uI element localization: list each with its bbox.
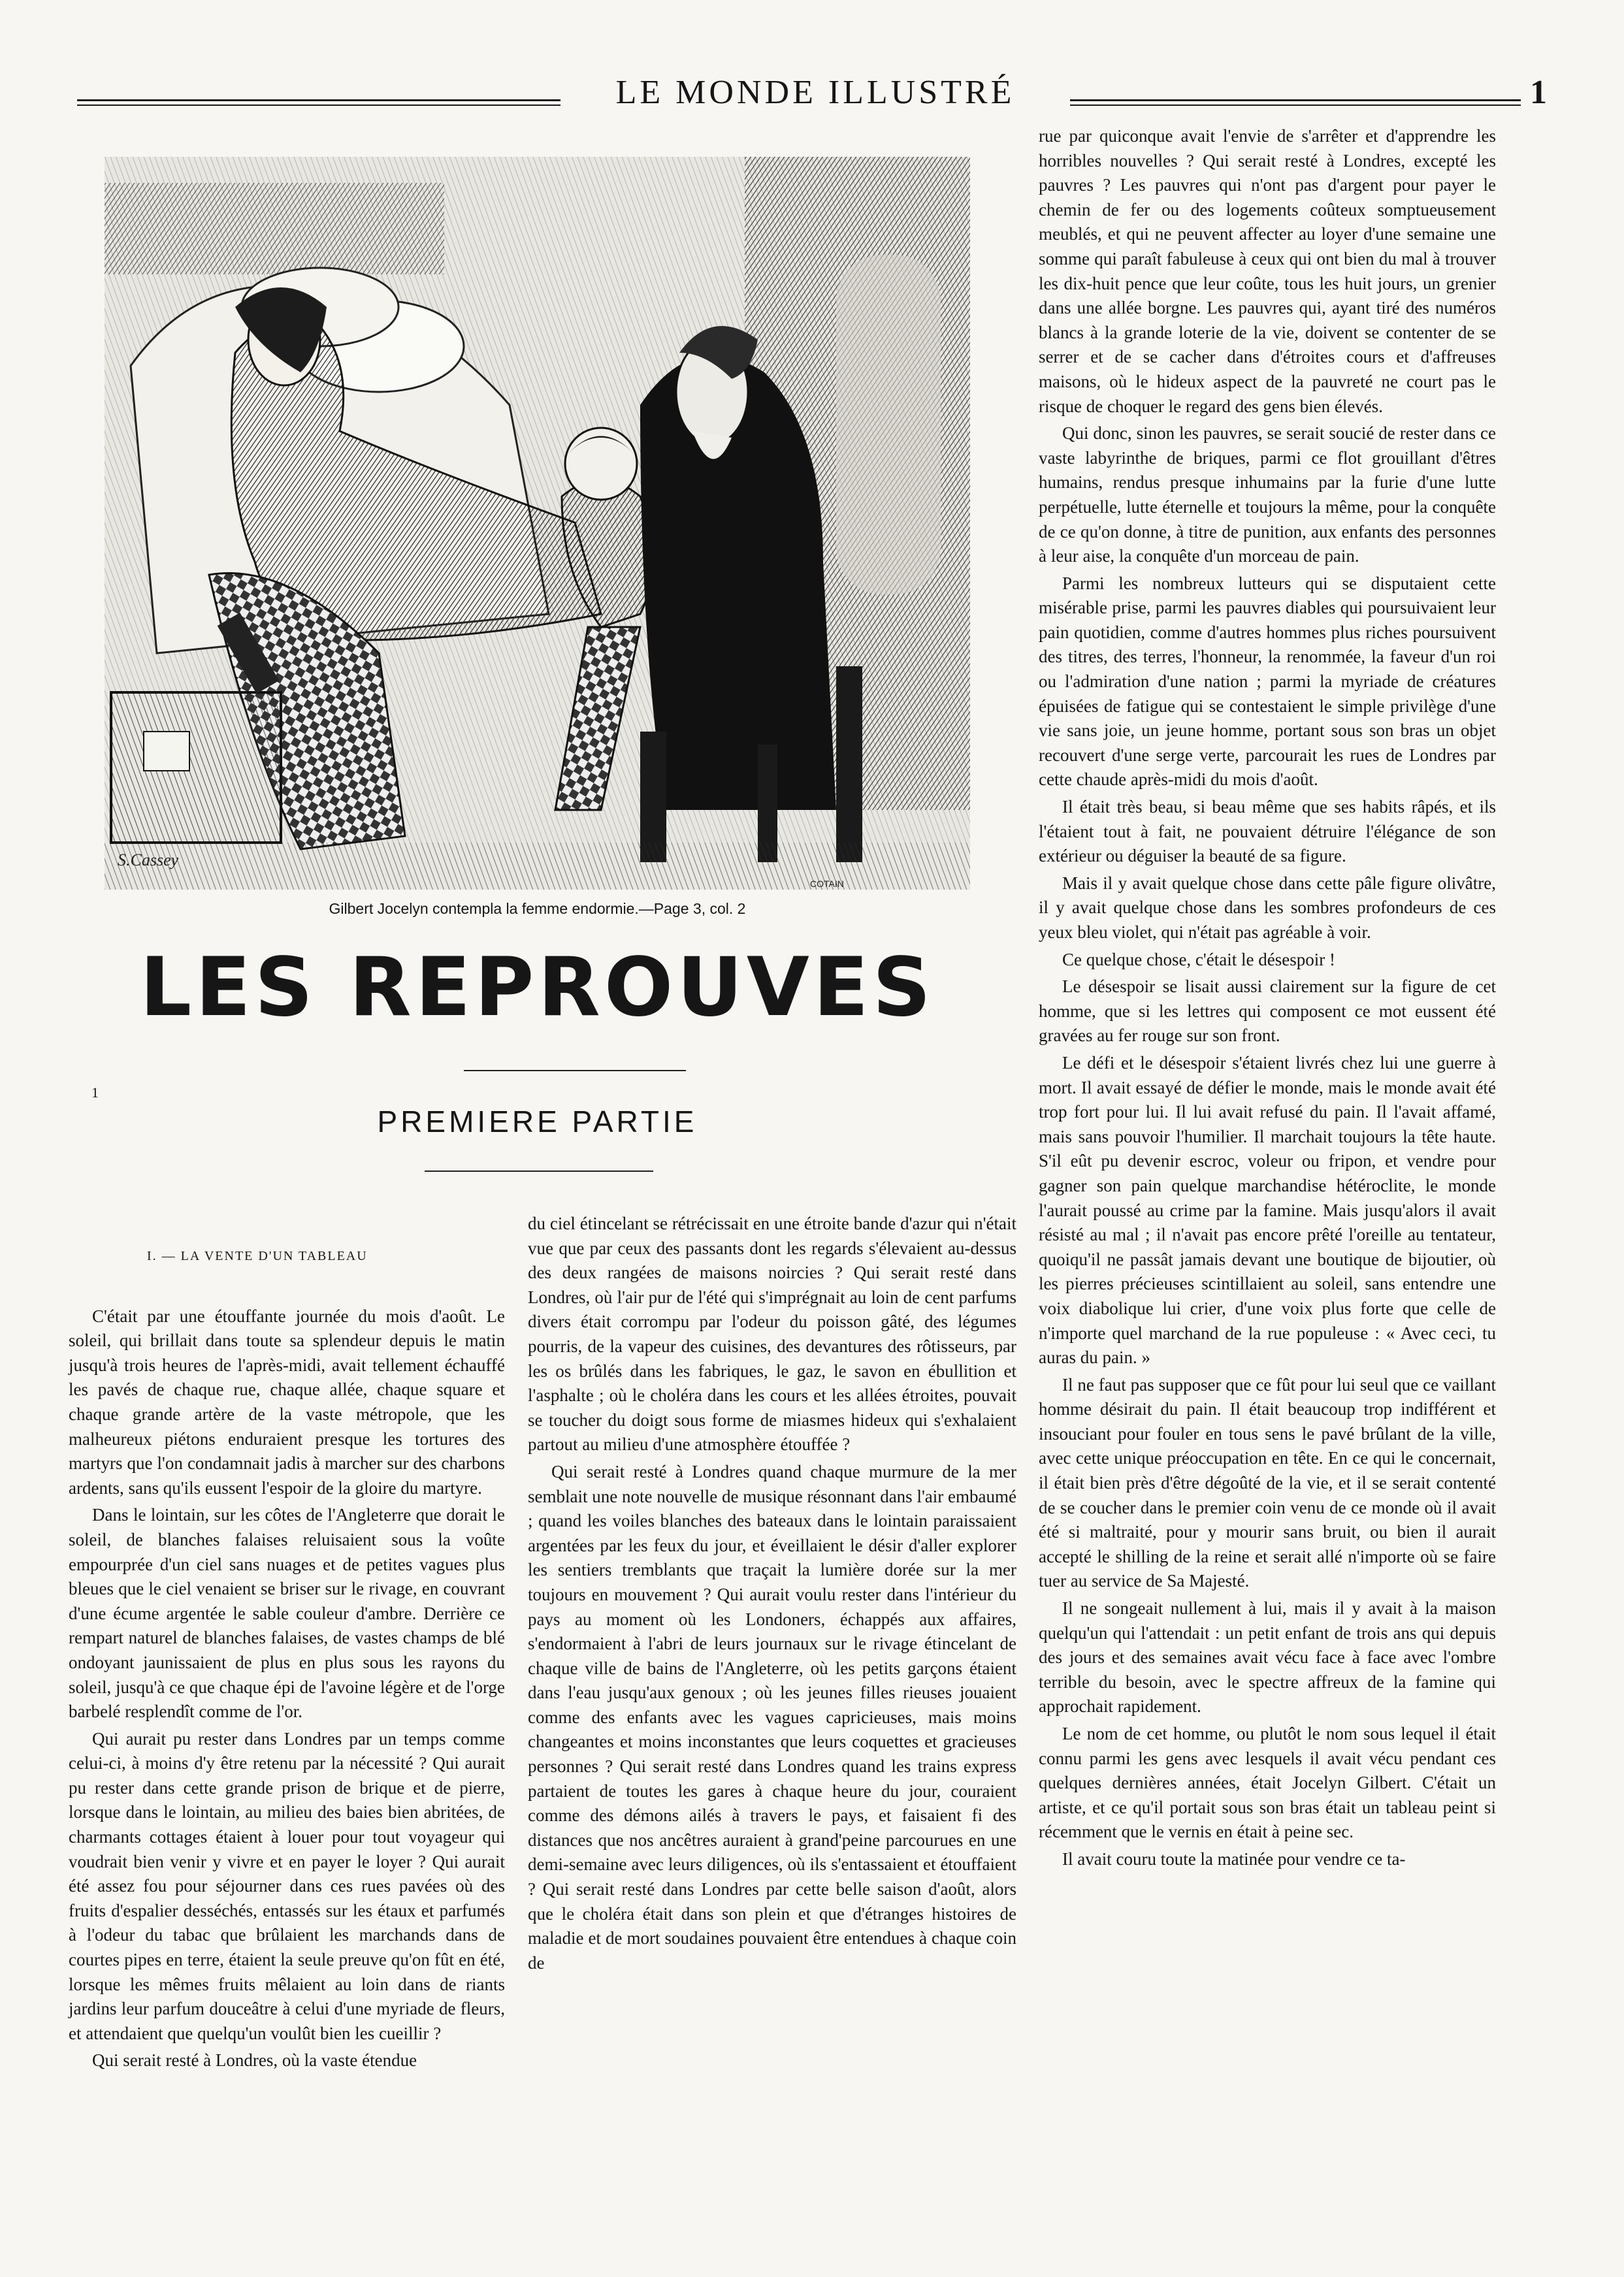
- paragraph: rue par quiconque avait l'envie de s'arrêter et d'apprendre les horribles nouvelles ? Qui serait resté à Londres, excepté les pauvres ? Les pauvres qui n'ont pas d'argent pour payer le chemin de fer ou des logements coûteux somptueusement meublés, et qui ne peuvent affecter au loyer d'une semaine une somme qui paraît fabuleuse à ceux qui ont bien du mal à trouver les dix-huit pence que leur coûte, tous les huit jours, un grenier dans une allée borgne. Les pauvres qui, ayant tiré des numéros blancs à la grande loterie de la vie, doivent se contenter de se serrer et de se cacher dans d'étroites cours et d'affreuses maisons, où le hideux aspect de la pauvreté ne court pas le risque de choquer le regard des gens bien élevés.: [1039, 126, 1496, 416]
- paragraph: Il avait couru toute la matinée pour vendre ce ta-: [1062, 1849, 1406, 1869]
- paragraph: Parmi les nombreux lutteurs qui se disputaient cette misérable prise, parmi les pauvres diables qui poursuivaient leur pain quotidien, comme d'autres hommes plus riches poursuivent des titres, des terres, l'honneur, la renommée, la faveur d'un roi ou l'admiration d'une nation ; parmi la myriade de créatures épuisées de fatigue qui se contestaient le simple privilège d'une vie sans joie, un jeune homme, portant sous son bras un objet recouvert d'une serge verte, parcourait les rues de Londres par cette chaude après-midi du mois d'août.: [1039, 573, 1496, 790]
- paragraph: du ciel étincelant se rétrécissait en une étroite bande d'azur qui n'était vue que par ceux des passants dont les regards s'élevaient au-dessus des deux rangées de maisons noircies ? Qui serait resté dans Londres, où l'air pur de l'été qui s'imprégnait au loin de cent parfums divers était corrompu par l'odeur du poisson gâté, des légumes pourris, de la vapeur des cuisines, des devantures des rôtisseurs, par les os brûlés dans les fabriques, le gaz, le savon en ébullition et l'asphalte ; où le choléra dans les cours et les allées étroites, pouvait se toucher du doigt sous forme de miasmes hideux qui s'exhalaient partout au milieu d'une atmosphère étouffée ?: [528, 1214, 1016, 1455]
- masthead-rule-left: [77, 99, 560, 101]
- engraving-illustration: [105, 157, 970, 890]
- masthead: [77, 73, 1547, 112]
- text-column-2: [528, 1212, 1016, 1975]
- masthead-rule-left-thin: [77, 105, 560, 106]
- paragraph: Qui serait resté à Londres, où la vaste étendue: [92, 2050, 417, 2071]
- paragraph: Le désespoir se lisait aussi clairement sur la figure de cet homme, que si les lettres qui composent ce mot eussent été gravées au fer rouge sur son front.: [1039, 977, 1496, 1046]
- part-title: PREMIERE PARTIE: [377, 1105, 698, 1138]
- masthead-rule-right-thin: [1070, 105, 1521, 106]
- paragraph: Dans le lointain, sur les côtes de l'Angleterre que dorait le soleil, de blanches falaises reluisaient sous la voûte empourprée d'un ciel sans nuages et de petites vagues plus bleues que le ciel venaient se briser sur le rivage, en couvrant d'une écume argentée le sable couleur d'ambre. Derrière ce rempart naturel de blanches falaises, de vastes champs de blé ondoyant jaunissaient de plus en plus sous les rayons du soleil, jusqu'à ce que chaque épi de l'avoine légère et de l'orge barbelé resplendît comme de l'or.: [69, 1505, 505, 1722]
- illustration-caption: Gilbert Jocelyn contempla la femme endormie.—Page 3, col. 2: [329, 900, 746, 917]
- title-rule: [464, 1070, 686, 1071]
- paragraph: Mais il y avait quelque chose dans cette pâle figure olivâtre, il y avait quelque chose dans les sombres profondeurs de ces yeux bleu violet, qui n'était pas agréable à voir.: [1039, 873, 1496, 942]
- illustration-signature-left: S.Cassey: [118, 850, 179, 869]
- margin-mark: 1: [91, 1084, 99, 1101]
- masthead-title: LE MONDE ILLUSTRÉ: [615, 74, 1015, 111]
- main-title: LES REPROUVES: [140, 941, 935, 1035]
- paragraph: Il ne songeait nullement à lui, mais il y avait à la maison quelqu'un qui l'attendait : un petit enfant de trois ans qui depuis des jours et des semaines avait vécu face à face avec l'ombre terrible du besoin, avec le spectre affreux de la famine qui approchait rapidement.: [1039, 1598, 1496, 1717]
- paragraph: Le nom de cet homme, ou plutôt le nom sous lequel il était connu parmi les gens avec lesquels il avait vécu pendant ces quelques dernières années, était Jocelyn Gilbert. C'était un artiste, et ce qu'il portait sous son bras était un tableau peint si récemment que le vernis en était à peine sec.: [1039, 1724, 1496, 1842]
- text-column-1: [69, 1244, 505, 2073]
- paragraph: Il ne faut pas supposer que ce fût pour lui seul que ce vaillant homme désirait du pain. Il était beaucoup trop indifférent et insouciant pour fouler en tous sens le pavé brûlant de la ville, avec cette unique préoccupation en tête. En ce qui le concernait, il était bien près d'être dégoûté de la vie, et il se serait contenté de se coucher dans le premier coin venu de ce monde où il avait été si maltraité, pour y mourir sans bruit, ou bien il aurait accepté le shilling de la reine et serait allé n'importe où se faire tuer au service de Sa Majesté.: [1039, 1374, 1496, 1591]
- part-rule: [425, 1171, 653, 1172]
- paragraph: Qui aurait pu rester dans Londres par un temps comme celui-ci, à moins d'y être retenu par la nécessité ? Qui aurait pu rester dans cette grande prison de brique et de pierre, lorsque dans le lointain, au milieu des baies bien abritées, de charmants cottages étaient à louer pour tout voyageur qui voudrait bien venir y vivre et en payer le loyer ? Qui aurait été assez fou pour séjourner dans ces rues pavées où des fruits d'espalier desséchés, entassés sur les étaux et parfumés à l'odeur du tabac que brûlaient les marchands dans de courtes pipes en terre, étaient la seule preuve qu'on fût en été, lorsque les mêmes fruits mêlaient au loin dans de riants jardins leur parfum douceâtre à celui d'une myriade de fleurs, et attendaient que quelqu'un voulût bien les cueillir ?: [69, 1728, 505, 2043]
- paragraph: C'était par une étouffante journée du mois d'août. Le soleil, qui brillait dans toute sa splendeur depuis le matin jusqu'à trois heures de l'après-midi, avait tellement échauffé les pavés de chaque rue, chaque allée, chaque square et chaque grande artère de la vaste métropole, que les malheureux piétons enduraient presque les tortures des martyrs que l'on condamnait jadis à marcher sur des charbons ardents, sans qu'ils eussent l'espoir de la gloire du martyre.: [69, 1306, 505, 1498]
- illustration-signature-right: COTAIN: [810, 879, 844, 889]
- text-column-3: [1039, 124, 1496, 1872]
- paragraph: Qui serait resté à Londres quand chaque murmure de la mer semblait une note nouvelle de musique résonnant dans l'air embaumé ; quand les voiles blanches des bateaux dans le lointain paraissaient argentées par les feux du jour, et éveillaient le désir d'aller explorer les sentiers tremblants que traçait la lumière dorée sur la mer toujours en mouvement ? Qui aurait voulu rester dans l'intérieur du pays au moment où les Londoners, échappés aux affaires, s'endormaient à l'abri de leurs journaux sur le rivage étincelant de chaque ville de bains de l'Angleterre, où les petits garçons étaient dans l'eau jusqu'aux genoux ; où les jeunes filles rieuses jouaient comme des enfants avec les vagues capricieuses, mais moins changeantes et moins inconstantes que leurs coquettes et gracieuses personnes ? Qui serait resté dans Londres quand les trains express partaient de toutes les gares à chaque heure du jour, couraient comme des démons ailés à travers le pays, et faisaient fi des distances que nos ancêtres auraient à grand'peine parcourues en une demi-semaine avec leurs diligences, où ils s'entassaient et étouffaient ? Qui serait resté dans Londres par cette belle saison d'août, alors que le choléra était dans son plein et que d'étranges histoires de maladie et de mort soudaines pouvaient être entendues à chaque coin de: [528, 1461, 1016, 1973]
- paragraph: Le défi et le désespoir s'étaient livrés chez lui une guerre à mort. Il avait essayé de défier le monde, mais le monde avait été trop fort pour lui. Il lui avait refusé du pain. Il l'avait affamé, mais sans pouvoir l'humilier. Il marchait toujours la tête haute. S'il eût pu devenir escroc, voleur ou fripon, et vendre pour gagner son pain quelque marchandise hétéroclite, le monde l'aurait poussé au crime par la famine. Mais jusqu'alors il avait résisté au mal ; il n'avait pas encore prêté l'oreille au tentateur, quoiqu'il ne passât jamais devant une boutique de bijoutier, où les pierres précieuses scintillaient au soleil, sans entendre une voix diabolique lui crier, d'une voix plus forte que celle de n'importe quel marchand de la rue populeuse : « Avec ceci, tu auras du pain. »: [1039, 1052, 1496, 1368]
- paragraph: Qui donc, sinon les pauvres, se serait soucié de rester dans ce vaste labyrinthe de briques, parmi ce flot grouillant d'êtres humains, rendus presque inhumains par la furie d'une lutte perpétuelle, lutte éternelle et toujours la même, pour la conquête de ce qu'on donne, à titre de punition, aux enfants des personnes à leur aise, la conquête d'un morceau de pain.: [1039, 423, 1496, 566]
- masthead-rule-right: [1070, 99, 1521, 101]
- chapter-heading: I. — LA VENTE D'UN TABLEAU: [147, 1249, 368, 1263]
- paragraph: Ce quelque chose, c'était le désespoir !: [1062, 949, 1335, 969]
- paragraph: Il était très beau, si beau même que ses habits râpés, et ils l'étaient tout à fait, ne pouvaient détruire l'élégance de son extérieur ou déguiser la beauté de sa figure.: [1039, 797, 1496, 866]
- page-number: 1: [1530, 74, 1547, 111]
